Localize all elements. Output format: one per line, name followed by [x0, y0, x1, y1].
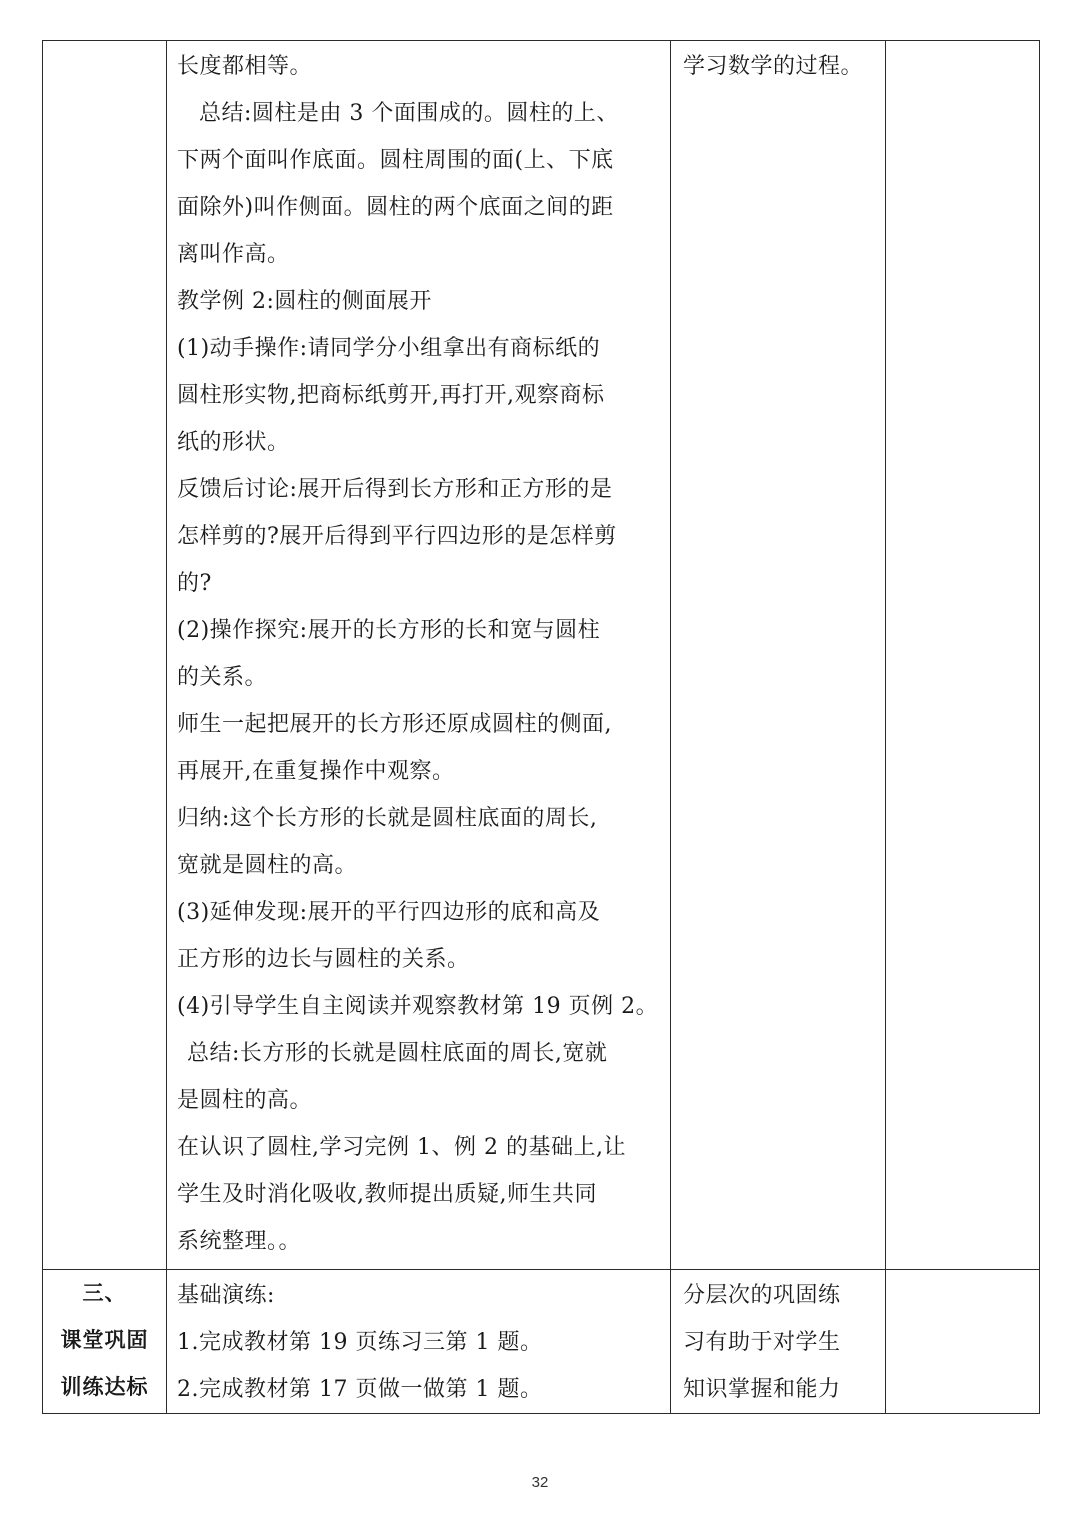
content-cell [167, 1270, 671, 1414]
text-line: 在认识了圆柱,学习完例 1、例 2 的基础上,让 [177, 1135, 626, 1160]
section-cell-empty [43, 41, 167, 1270]
section-title-line: 训练达标 [60, 1375, 149, 1399]
text-line: 下两个面叫作底面。圆柱周围的面(上、下底 [177, 148, 614, 173]
page-number: 32 [531, 1474, 549, 1491]
note-cell [671, 1270, 886, 1414]
text-line: 再展开,在重复操作中观察。 [177, 759, 455, 784]
text-line: (3)延伸发现:展开的平行四边形的底和高及 [177, 900, 601, 925]
text-line: 纸的形状。 [177, 430, 290, 455]
blank-cell [886, 41, 1040, 1270]
note-cell [671, 41, 886, 1270]
text-line: 总结:圆柱是由 3 个面围成的。圆柱的上、 [199, 101, 619, 126]
text-line: 系统整理。。 [177, 1229, 302, 1254]
text-line: (2)操作探究:展开的长方形的长和宽与圆柱 [177, 618, 601, 643]
note-line: 学习数学的过程。 [683, 54, 864, 79]
table-row [43, 41, 1040, 1270]
text-line: 宽就是圆柱的高。 [177, 853, 358, 878]
section-title-line: 三、 [82, 1281, 127, 1305]
text-line: 1.完成教材第 19 页练习三第 1 题。 [177, 1330, 543, 1355]
blank-cell [886, 1270, 1040, 1414]
text-line: 是圆柱的高。 [177, 1088, 313, 1113]
text-line: 总结:长方形的长就是圆柱底面的周长,宽就 [187, 1041, 608, 1066]
content-cell [167, 41, 671, 1270]
text-line: (1)动手操作:请同学分小组拿出有商标纸的 [177, 336, 601, 361]
note-text-block [671, 1270, 885, 1413]
text-line: 的? [177, 571, 212, 596]
table-row [43, 1270, 1040, 1414]
text-line: 正方形的边长与圆柱的关系。 [177, 947, 470, 972]
note-text-block [671, 41, 885, 90]
text-line: 归纳:这个长方形的长就是圆柱底面的周长, [177, 806, 598, 831]
lesson-plan-table [42, 40, 1040, 1414]
note-line: 习有助于对学生 [683, 1330, 841, 1355]
content-text-block [167, 1270, 670, 1413]
note-line: 知识掌握和能力 [683, 1377, 841, 1402]
section-cell [43, 1270, 167, 1414]
content-text-block [167, 41, 670, 1265]
text-line: 基础演练: [177, 1283, 275, 1308]
text-line: 师生一起把展开的长方形还原成圆柱的侧面, [177, 712, 612, 737]
text-line: 长度都相等。 [177, 54, 313, 79]
text-line: 教学例 2:圆柱的侧面展开 [177, 289, 432, 314]
text-line: 反馈后讨论:展开后得到长方形和正方形的是 [177, 477, 613, 502]
section-title-line: 课堂巩固 [60, 1328, 149, 1352]
text-line: 2.完成教材第 17 页做一做第 1 题。 [177, 1377, 543, 1402]
text-line: 面除外)叫作侧面。圆柱的两个底面之间的距 [177, 195, 614, 220]
text-line: 离叫作高。 [177, 242, 290, 267]
note-line: 分层次的巩固练 [683, 1283, 841, 1308]
text-line: 圆柱形实物,把商标纸剪开,再打开,观察商标 [177, 383, 605, 408]
text-line: (4)引导学生自主阅读并观察教材第 19 页例 2。 [177, 994, 659, 1019]
text-line: 学生及时消化吸收,教师提出质疑,师生共同 [177, 1182, 597, 1207]
text-line: 的关系。 [177, 665, 268, 690]
text-line: 怎样剪的?展开后得到平行四边形的是怎样剪 [177, 524, 617, 549]
